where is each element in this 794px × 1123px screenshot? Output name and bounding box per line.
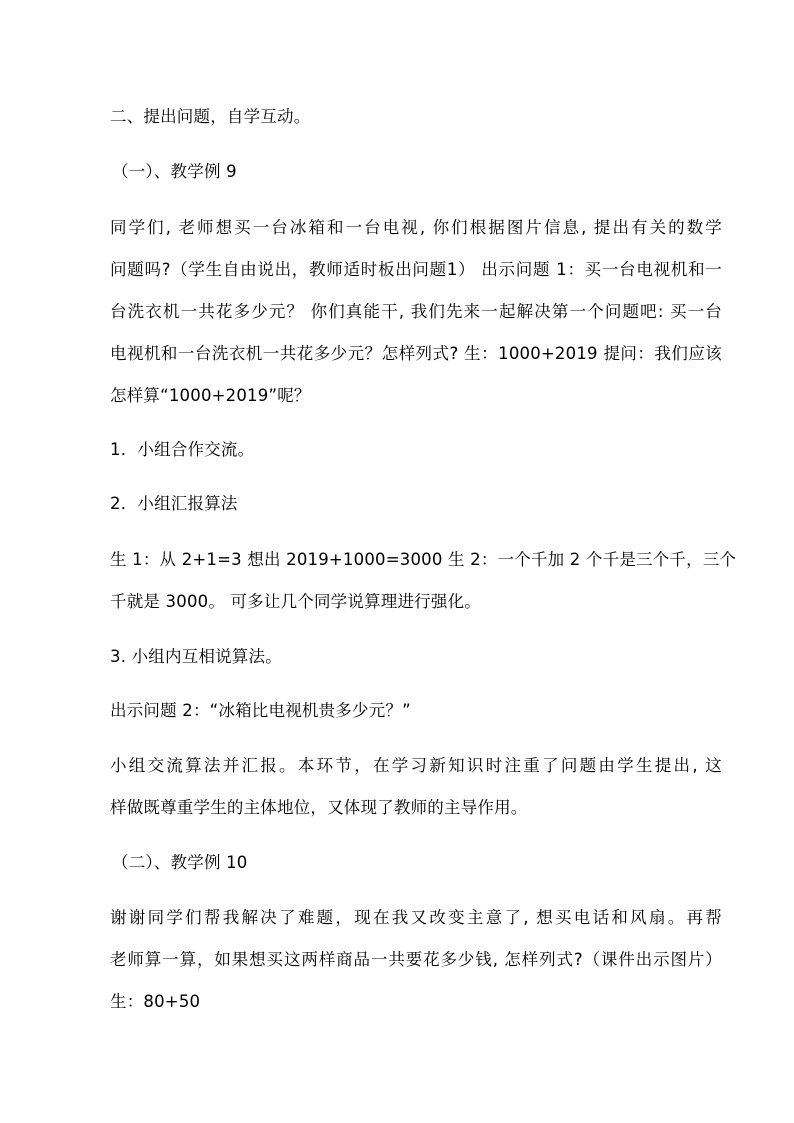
paragraph-line: 老师算一算，如果想买这两样商品一共要花多少钱, 怎样列式?（课件出示图片） xyxy=(110,950,722,969)
example9-heading: （一）、教学例 9 xyxy=(112,162,237,181)
step-2: 2．小组汇报算法 xyxy=(110,494,238,513)
paragraph-line: 问题吗?（学生自由说出，教师适时板出问题1） 出示问题 1：买一台电视机和一 xyxy=(110,260,722,279)
paragraph-line: 生：80+50 xyxy=(110,992,201,1011)
paragraph-line: 谢谢同学们帮我解决了难题，现在我又改变主意了, 想买电话和风扇。再帮 xyxy=(110,908,722,927)
paragraph-line: 怎样算“1000+2019”呢？ xyxy=(110,386,311,405)
step-3: 3. 小组内互相说算法。 xyxy=(110,647,282,666)
step-1: 1．小组合作交流。 xyxy=(110,440,255,459)
paragraph-line: 小组交流算法并汇报。本环节，在学习新知识时注重了问题由学生提出, 这 xyxy=(110,756,722,775)
paragraph-line: 样做既尊重学生的主体地位，又体现了教师的主导作用。 xyxy=(110,798,528,817)
paragraph-line: 台洗衣机一共花多少元？ 你们真能干, 我们先来一起解决第一个问题吧: 买一台 xyxy=(110,302,722,321)
paragraph-line: 生 1：从 2+1=3 想出 2019+1000=3000 生 2：一个千加 2 个千是三个千，三个 xyxy=(110,550,737,569)
section-heading: 二、提出问题，自学互动。 xyxy=(110,107,311,126)
paragraph-line: 电视机和一台洗衣机一共花多少元？怎样列式? 生：1000+2019 提问：我们应该 xyxy=(110,344,722,363)
paragraph-line: 同学们, 老师想买一台冰箱和一台电视, 你们根据图片信息, 提出有关的数学 xyxy=(110,218,722,237)
example10-heading: （二）、教学例 10 xyxy=(112,853,248,872)
question-2: 出示问题 2：“冰箱比电视机贵多少元？” xyxy=(110,701,411,720)
paragraph-line: 千就是 3000。 可多让几个同学说算理进行强化。 xyxy=(110,592,481,611)
